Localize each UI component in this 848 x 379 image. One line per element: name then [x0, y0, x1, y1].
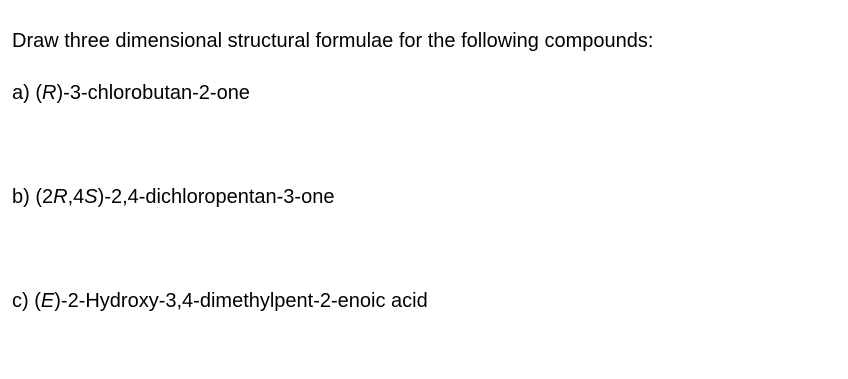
question-b-locant: ,4 [67, 186, 85, 208]
question-a-compound-name: -3-chlorobutan-2-one [63, 82, 250, 104]
question-a-stereo-r: R [42, 82, 57, 104]
question-a [12, 81, 250, 105]
question-b [12, 185, 334, 209]
question-a-close-paren: ) [56, 82, 64, 104]
question-c-compound-name: -2-Hydroxy-3,4-dimethylpent-2-enoic acid [60, 290, 428, 312]
question-b-label: b) [12, 186, 30, 208]
question-a-open-paren: ( [35, 82, 43, 104]
question-a-label: a) [12, 82, 30, 104]
question-c-stereo-e: E [40, 290, 55, 312]
question-b-open-paren: (2 [35, 186, 54, 208]
question-c-open-paren: ( [34, 290, 41, 312]
question-b-close-paren: ) [97, 186, 105, 208]
question-c-label: c) [12, 290, 29, 312]
question-b-compound-name: -2,4-dichloropentan-3-one [104, 186, 335, 208]
question-c-close-paren: ) [54, 290, 61, 312]
instruction-text: Draw three dimensional structural formulae for the following compounds: [12, 30, 654, 52]
question-b-stereo-s: S [84, 186, 98, 208]
question-c [12, 289, 428, 313]
question-b-stereo-r: R [53, 186, 68, 208]
